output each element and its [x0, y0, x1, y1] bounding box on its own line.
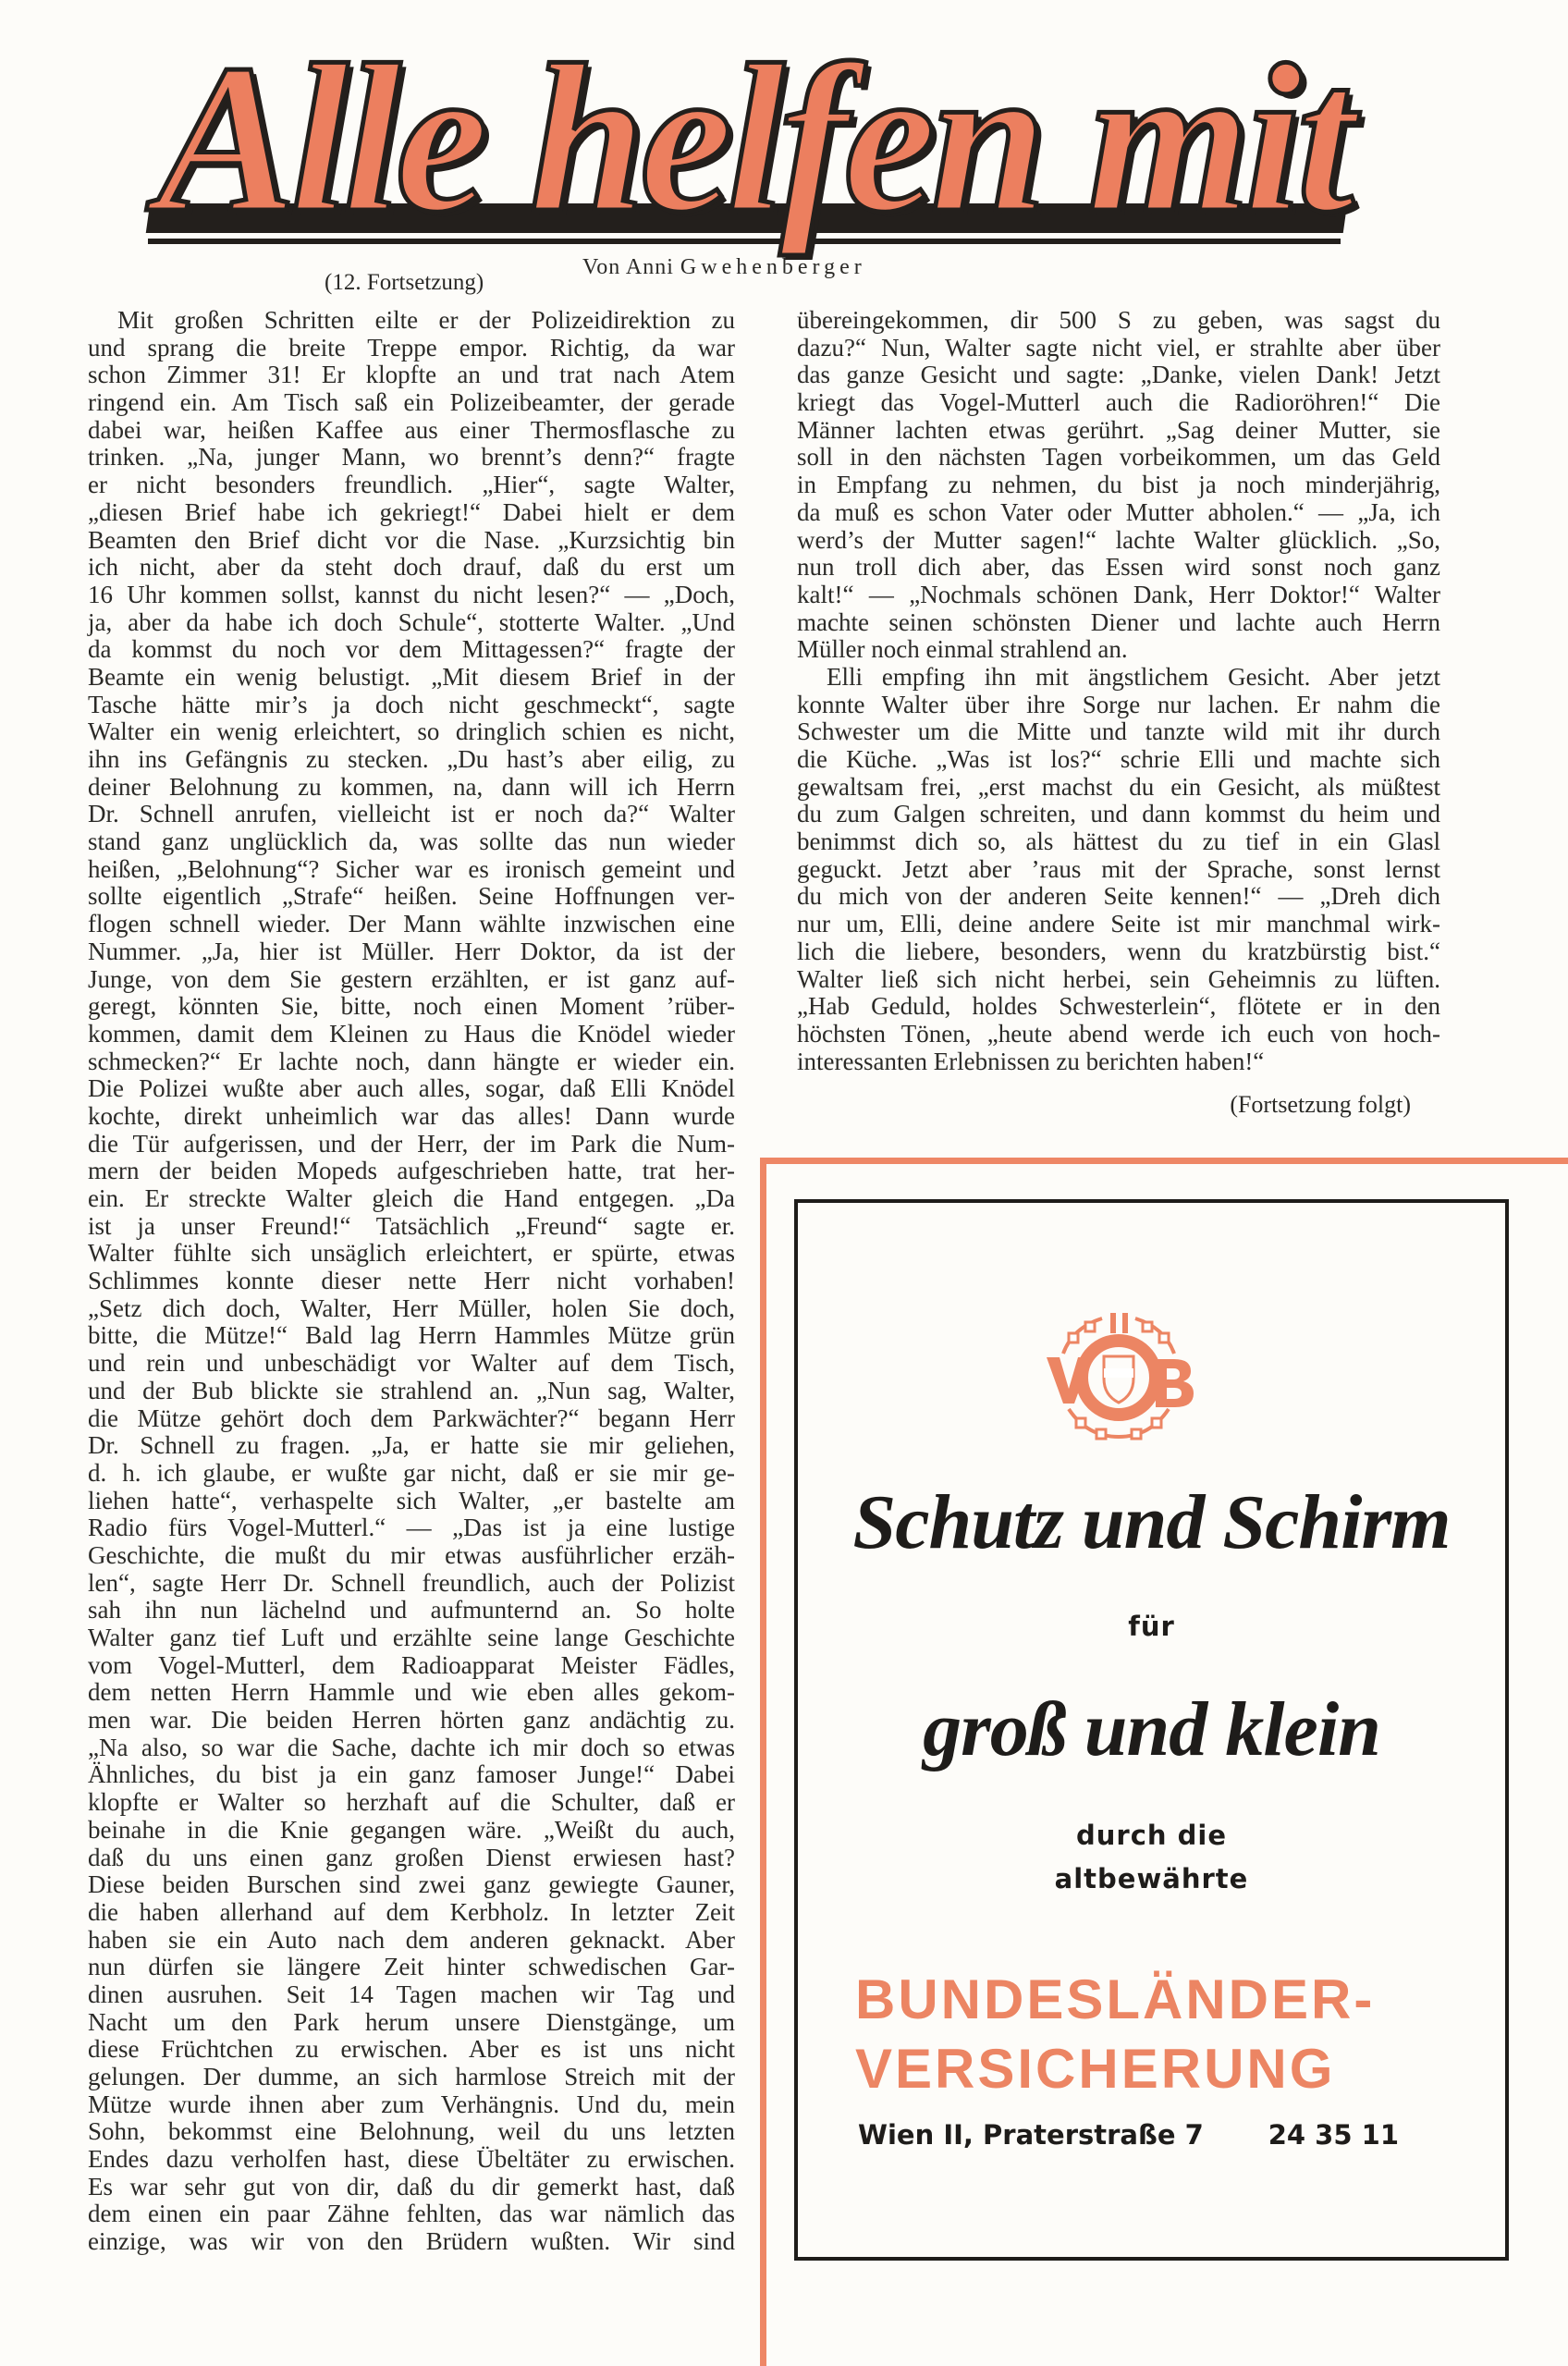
text-line: Die Polizei wußte aber auch alles, sogar, daß Elli Knödel	[88, 1074, 735, 1103]
text-line: ja, aber da habe ich doch Schule“, stotterte Walter. „Und	[88, 607, 735, 636]
text-line: die Küche. „Was ist los?“ schrie Elli und machte sich	[797, 745, 1440, 773]
text-line: „Na also, so war die Sache, dachte ich mir doch so etwas	[88, 1733, 735, 1761]
text-line: haben sie ein Auto nach dem anderen geknackt. Aber	[88, 1925, 735, 1954]
text-line: er nicht besonders freundlich. „Hier“, sagte Walter,	[88, 471, 735, 499]
byline-prefix: Von Anni	[582, 255, 674, 279]
text-line: höchsten Tönen, „heute abend werde ich euch von hoch-	[797, 1019, 1440, 1048]
voeb-logo-icon	[1043, 1306, 1195, 1444]
text-line: sah ihn nun lächelnd und aufmunternd an. So holte	[88, 1596, 735, 1624]
text-line: schmecken?“ Er lachte noch, dann hängte er wieder ein.	[88, 1047, 735, 1075]
text-line: Walter ganz tief Luft und erzählte seine lange Geschichte	[88, 1624, 735, 1651]
ad-phone: 24 35 11	[1268, 2119, 1399, 2151]
text-line: deiner Belohnung zu kommen, na, dann will ich Herrn	[88, 772, 735, 801]
text-line: kochte, direkt unheimlich war das alles! Dann wurde	[88, 1101, 735, 1130]
text-line: ringend ein. Am Tisch saß ein Polizeibeamter, der gerade	[88, 388, 735, 417]
text-line: trinken. „Na, junger Mann, wo brennt’s denn?“ fragte	[88, 443, 735, 472]
text-line: ein. Er streckte Walter gleich die Hand entgegen. „Da	[88, 1184, 735, 1212]
text-line: Walter fühlte sich unsäglich erleichtert, er spürte, etwas	[88, 1239, 735, 1268]
text-line: vom Vogel-Mutterl, dem Radioapparat Meister Fädles,	[88, 1650, 735, 1679]
text-line: „Setz dich doch, Walter, Herr Müller, holen Sie doch,	[88, 1293, 735, 1322]
text-line: Es war sehr gut von dir, daß du dir gemerkt hast, daß	[88, 2172, 735, 2201]
text-line: konnte Walter über ihre Sorge nur lachen. Er nahm die	[797, 690, 1440, 718]
text-line: die Mütze gehört doch dem Parkwächter?“ begann Herr	[88, 1404, 735, 1432]
text-line: da muß es schon Vater oder Mutter abholen.“ — „Ja, ich	[797, 497, 1440, 526]
text-line: ist ja unser Freund!“ Tatsächlich „Freund“ sagte er.	[88, 1211, 735, 1240]
text-line: Dr. Schnell zu fragen. „Ja, er hatte sie mir geliehen,	[88, 1431, 735, 1460]
text-line: interessanten Erlebnissen zu berichten haben!“	[797, 1047, 1265, 1075]
episode-label: (12. Fortsetzung)	[325, 270, 484, 295]
text-line: Beamte ein wenig belustigt. „Mit diesem Brief in der	[88, 662, 735, 691]
text-line: Beamten den Brief dicht vor die Nase. „Kurzsichtig bin	[88, 525, 735, 554]
text-line: Walter ließ sich nicht herbei, sein Geheimnis zu lüften.	[797, 964, 1440, 993]
text-line: Junge, von dem Sie gestern erzählten, er ist ganz auf-	[88, 964, 735, 993]
author-name: Gwehenberger	[680, 255, 866, 279]
ad-contact	[858, 2119, 1399, 2151]
text-column-right	[797, 307, 1440, 1075]
text-line: die Tür aufgerissen, und der Herr, der im Park die Num-	[88, 1129, 735, 1158]
text-line: nun troll dich aber, das Essen wird sonst noch ganz	[797, 553, 1440, 582]
text-line: kalt!“ — „Nochmals schönen Dank, Herr Doktor!“ Walter	[797, 580, 1440, 608]
text-line: kommen, damit dem Kleinen zu Haus die Knödel wieder	[88, 1019, 735, 1048]
text-line: geguckt. Jetzt aber ’raus mit der Sprache, sonst lernst	[797, 854, 1440, 883]
text-line: gewaltsam frei, „erst machst du ein Gesicht, als müßtest	[797, 772, 1440, 801]
ad-brand-line-2: VERSICHERUNG	[855, 2038, 1336, 2100]
text-line: d. h. ich glaube, er wußte gar nicht, daß er sie mir ge-	[88, 1458, 735, 1487]
text-column-left	[88, 307, 735, 2256]
text-line: soll in den nächsten Tagen vorbeikommen, um das Geld	[797, 443, 1440, 472]
text-line: dabei war, heißen Kaffee aus einer Thermosflasche zu	[88, 415, 735, 444]
text-line: übereingekommen, dir 500 S zu geben, was sagst du	[797, 306, 1440, 334]
text-line: dem netten Herrn Hammle und wie eben alles gekom-	[88, 1678, 735, 1707]
text-line: Müller noch einmal strahlend an.	[797, 635, 1128, 664]
text-line: Nummer. „Ja, hier ist Müller. Herr Doktor, da ist der	[88, 937, 735, 965]
text-line: heißen, „Belohnung“? Sicher war es ironisch gemeint und	[88, 854, 735, 883]
text-line: dazu?“ Nun, Walter sagte nicht viel, er strahlte aber über	[797, 333, 1440, 362]
text-line: Schlimmes konnte dieser nette Herr nicht vorhaben!	[88, 1267, 735, 1295]
ad-brand-line-1: BUNDESLÄNDER-	[855, 1968, 1376, 2030]
text-line: kriegt das Vogel-Mutterl auch die Radioröhren!“ Die	[797, 388, 1440, 417]
text-line: du mich von der anderen Seite kennen!“ — „Dreh dich	[797, 882, 1440, 911]
text-line: Sohn, bekommst eine Belohnung, weil du uns letzten	[88, 2117, 735, 2146]
text-line: Mit großen Schritten eilte er der Polizeidirektion zu	[117, 306, 735, 334]
text-line: diese Früchtchen zu erwischen. Aber es ist uns nicht	[88, 2035, 735, 2064]
text-line: und rein und unbeschädigt vor Walter auf dem Tisch,	[88, 1349, 735, 1378]
text-line: liehen hatte“, verhaspelte sich Walter, „er bastelte am	[88, 1486, 735, 1514]
text-line: ich nicht, aber da steht doch drauf, daß du erst um	[88, 553, 735, 582]
text-line: Endes dazu verholfen hast, diese Übeltäter zu erwischen.	[88, 2145, 735, 2174]
text-line: Tasche hätte mir’s ja doch nicht geschmeckt“, sagte	[88, 690, 735, 718]
ad-address: Wien II, Praterstraße 7	[858, 2119, 1204, 2151]
text-line: ihn ins Gefängnis zu stecken. „Du hast’s aber eilig, zu	[88, 745, 735, 773]
text-line: bitte, die Mütze!“ Bald lag Herrn Hammles Mütze grün	[88, 1321, 735, 1350]
text-line: Mütze wurde ihnen aber zum Verhängnis. Und du, mein	[88, 2090, 735, 2118]
text-line: dinen ausruhen. Seit 14 Tagen machen wir Tag und	[88, 1980, 735, 2008]
text-line: die haben allerhand auf dem Kerbholz. In letzter Zeit	[88, 1897, 735, 1926]
text-line: dem einen ein paar Zähne fehlten, das war nämlich das	[88, 2200, 735, 2228]
text-line: Walter ein wenig erleichtert, so dringlich schien es nicht,	[88, 717, 735, 746]
text-line: lich die liebere, besonders, wenn du kratzbürstig bist.“	[797, 937, 1440, 965]
text-line: „diesen Brief habe ich gekriegt!“ Dabei hielt er dem	[88, 497, 735, 526]
text-line: geregt, könnten Sie, bitte, noch einen Moment ’rüber-	[88, 992, 735, 1021]
text-line: len“, sagte Herr Dr. Schnell freundlich, auch der Polizist	[88, 1568, 735, 1597]
text-line: stand ganz unglücklich da, was sollte das nun wieder	[88, 827, 735, 856]
text-line: Schwester um die Mitte und tanzte wild mit ihr durch	[797, 717, 1440, 746]
article-title: Alle helfen mit	[157, 20, 1350, 256]
text-line: das ganze Gesicht und sagte: „Danke, vielen Dank! Jetzt	[797, 361, 1440, 389]
text-line: sollte eigentlich „Strafe“ heißen. Seine Hoffnungen ver-	[88, 882, 735, 911]
text-line: gelungen. Der dumme, an sich harmlose Streich mit der	[88, 2063, 735, 2090]
masthead	[139, 20, 1359, 277]
text-line: Ähnliches, du bist ja ein ganz famoser Junge!“ Dabei	[88, 1760, 735, 1789]
text-line: flogen schnell wieder. Der Mann wählte inzwischen eine	[88, 910, 735, 938]
text-line: Nacht um den Park herum unsere Dienstgänge, um	[88, 2007, 735, 2036]
text-line: Elli empfing ihn mit ängstlichem Gesicht. Aber jetzt	[827, 662, 1440, 691]
text-line: 16 Uhr kommen sollst, kannst du nicht lesen?“ — „Doch,	[88, 580, 735, 608]
text-line: „Hab Geduld, holdes Schwesterlein“, flötete er in den	[797, 992, 1440, 1021]
text-line: daß du uns einen ganz großen Dienst erwiesen hast?	[88, 1843, 735, 1871]
ad-connector-1: für	[1128, 1611, 1175, 1642]
text-line: Diese beiden Burschen sind zwei ganz gewiegte Gauner,	[88, 1870, 735, 1899]
text-line: Dr. Schnell anrufen, vielleicht ist er noch da?“ Walter	[88, 800, 735, 828]
text-line: beinahe in die Knie gegangen wäre. „Weißt du auch,	[88, 1815, 735, 1844]
text-line: schon Zimmer 31! Er klopfte an und trat nach Atem	[88, 361, 735, 389]
text-line: und der Bub blickte sie strahlend an. „Nun sag, Walter,	[88, 1376, 735, 1404]
ad-headline-1: Schutz und Schirm	[852, 1479, 1451, 1565]
text-line: da kommst du noch vor dem Mittagessen?“ fragte der	[88, 635, 735, 664]
text-line: klopfte er Walter so herzhaft auf die Schulter, daß er	[88, 1788, 735, 1817]
text-line: und sprang die breite Treppe empor. Richtig, da war	[88, 333, 735, 362]
text-line: men war. Die beiden Herren hörten ganz andächtig zu.	[88, 1706, 735, 1735]
text-line: Geschichte, die mußt du mir etwas ausführlicher erzäh-	[88, 1540, 735, 1569]
text-line: einzige, was wir von den Brüdern wußten. Wir sind	[88, 2227, 735, 2256]
text-line: Männer lachten etwas gerührt. „Sag deiner Mutter, sie	[797, 415, 1440, 444]
text-line: nun dürfen sie längere Zeit hinter schwedischen Gar-	[88, 1953, 735, 1981]
text-line: mern der beiden Mopeds aufgeschrieben hatte, trat her-	[88, 1157, 735, 1185]
ad-headline-2: groß und klein	[923, 1686, 1380, 1772]
text-line: benimmst dich so, als hättest du zu tief in ein Glasl	[797, 827, 1440, 856]
text-line: in Empfang zu nehmen, du bist ja noch minderjährig,	[797, 471, 1440, 499]
text-line: werd’s der Mutter sagen!“ lachte Walter glücklich. „So,	[797, 525, 1440, 554]
text-line: nur um, Elli, deine andere Seite ist mir manchmal wirk-	[797, 910, 1440, 938]
byline	[582, 255, 866, 280]
text-line: Radio fürs Vogel-Mutterl.“ — „Das ist ja eine lustige	[88, 1514, 735, 1542]
text-line: machte seinen schönsten Diener und lachte auch Herrn	[797, 607, 1440, 636]
ad-connector-3: altbewährte	[1054, 1863, 1249, 1894]
text-line: du zum Galgen schreiten, und dann kommst du heim und	[797, 800, 1440, 828]
continuation-note: (Fortsetzung folgt)	[1230, 1091, 1411, 1118]
ad-connector-2: durch die	[1075, 1820, 1227, 1851]
